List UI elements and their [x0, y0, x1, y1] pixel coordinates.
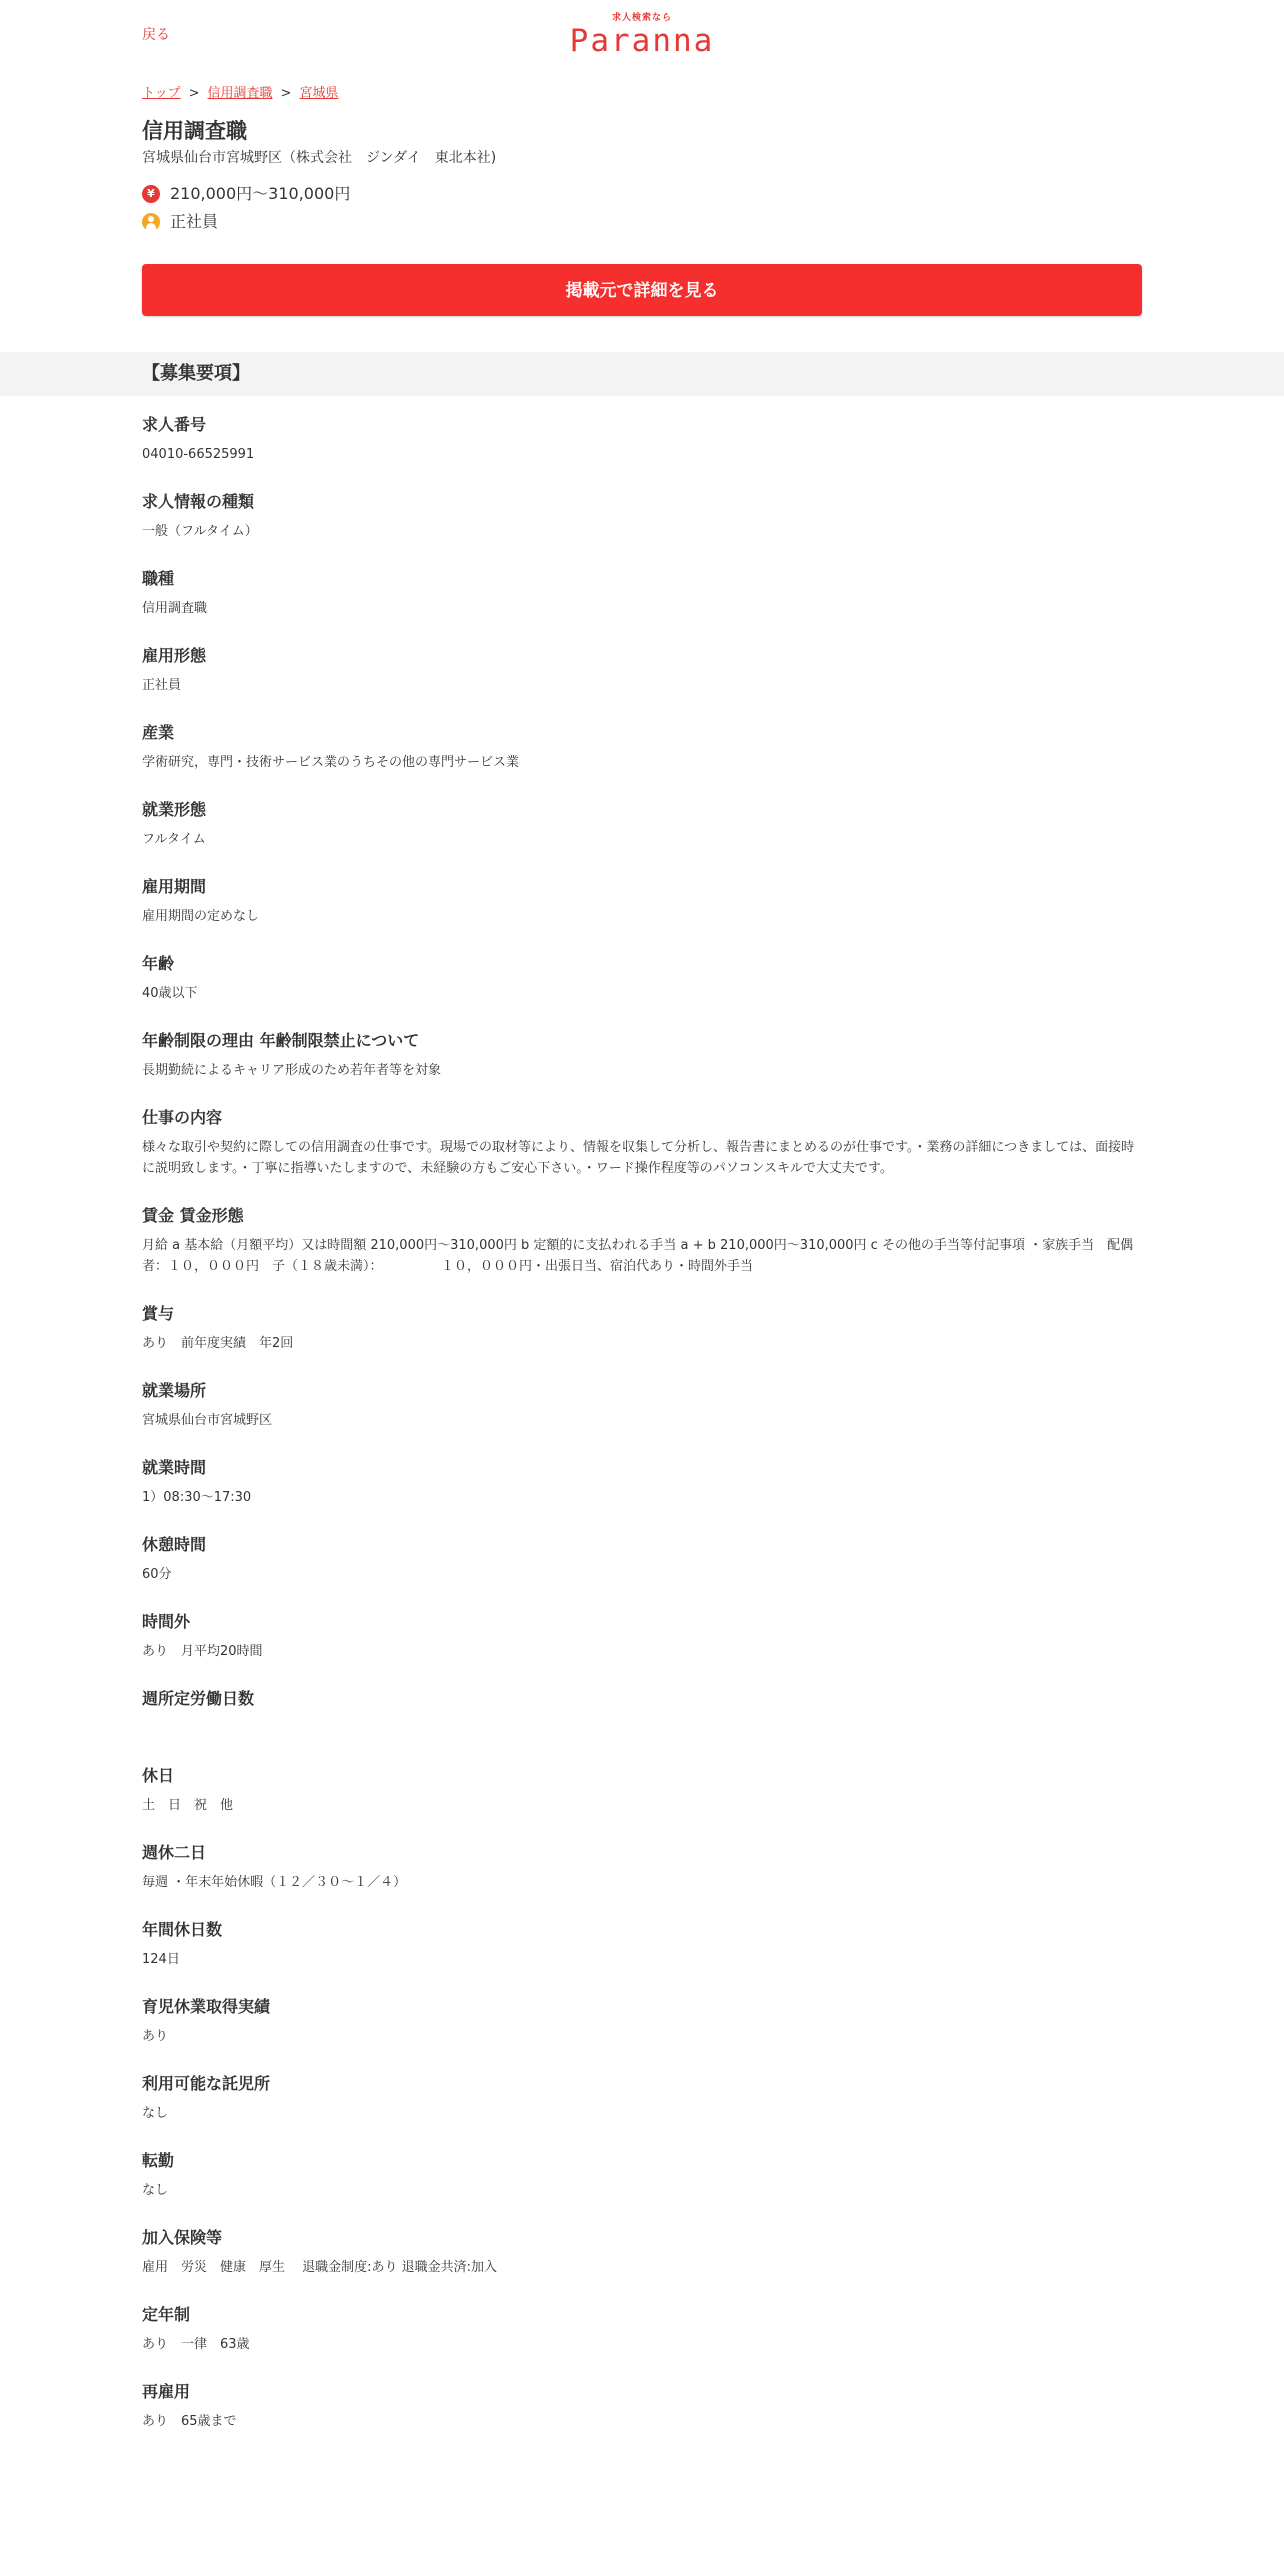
detail-field	[142, 1299, 1142, 1376]
detail-field	[142, 1376, 1142, 1453]
back-link[interactable]: 戻る	[142, 27, 170, 43]
detail-field	[142, 1453, 1142, 1530]
salary-value: 210,000円～310,000円	[170, 184, 351, 203]
detail-field	[142, 1915, 1142, 1992]
detail-field	[142, 1992, 1142, 2069]
detail-field	[142, 2069, 1142, 2146]
detail-value: 正社員	[142, 678, 182, 693]
detail-value: 124日	[142, 1952, 180, 1967]
detail-value: 様々な取引や契約に際しての信用調査の仕事です。現場での取材等により、情報を収集して分析し、報告書にまとめるのが仕事です。・業務の詳細につきましては、面接時に説明致します。・丁寧に指導いたしますので、未経験の方もご安心下さい。・ワード操作程度等のパソコンスキルで大丈夫です。	[142, 1140, 1135, 1176]
breadcrumb-separator: >	[280, 86, 292, 101]
detail-value: あり 月平均20時間	[142, 1644, 263, 1659]
detail-value: 雇用 労災 健康 厚生 退職金制度:あり 退職金共済:加入	[142, 2260, 498, 2275]
detail-label: 賃金 賃金形態	[142, 1206, 244, 1225]
detail-field	[142, 641, 1142, 718]
detail-label: 賞与	[142, 1304, 175, 1323]
detail-field	[142, 1761, 1142, 1838]
detail-label: 週休二日	[142, 1843, 207, 1862]
detail-value: 毎週 ・年末年始休暇（１２／３０～１／４）	[142, 1875, 407, 1890]
detail-field	[142, 1201, 1142, 1299]
breadcrumb-region[interactable]: 宮城県	[299, 86, 339, 101]
detail-value: 月給 a 基本給（月額平均）又は時間額 210,000円～310,000円 b 定額的に支払われる手当 a + b 210,000円～310,000円 c その他の手当等付記事項 ・家族手当 配偶者：１０，０００円 子（１８歳未満）： １０，０００円・出張日当、宿泊代あり・時間外手当	[142, 1238, 1134, 1274]
detail-value: あり 65歳まで	[142, 2414, 237, 2429]
logo-tagline: 求人検索なら	[611, 13, 672, 23]
view-source-button[interactable]: 掲載元で詳細を見る	[142, 264, 1142, 316]
detail-label: 育児休業取得実績	[142, 1997, 271, 2016]
detail-value: あり 前年度実績 年2回	[142, 1336, 294, 1351]
detail-value: 60分	[142, 1567, 172, 1582]
detail-field	[142, 1026, 1142, 1103]
detail-field	[142, 718, 1142, 795]
detail-value: あり	[142, 2029, 169, 2044]
detail-label: 産業	[142, 723, 175, 742]
breadcrumb-category[interactable]: 信用調査職	[207, 86, 273, 101]
detail-value: 一般（フルタイム）	[142, 524, 258, 539]
detail-value: 04010-66525991	[142, 447, 255, 462]
yen-icon: ¥	[142, 185, 160, 203]
detail-field	[142, 872, 1142, 949]
detail-field	[142, 2377, 1142, 2454]
detail-value: なし	[142, 2106, 169, 2121]
detail-field	[142, 2223, 1142, 2300]
detail-label: 休日	[142, 1766, 175, 1785]
detail-value: フルタイム	[142, 832, 206, 847]
logo-wordmark: Paranna	[569, 23, 715, 59]
detail-label: 就業時間	[142, 1458, 207, 1477]
detail-value: なし	[142, 2183, 169, 2198]
detail-label: 就業場所	[142, 1381, 207, 1400]
company-location: 宮城県仙台市宮城野区（株式会社 ジンダイ 東北本社)	[142, 150, 497, 166]
detail-label: 求人情報の種類	[142, 492, 255, 511]
detail-label: 休憩時間	[142, 1535, 207, 1554]
detail-label: 職種	[142, 569, 175, 588]
detail-value: 学術研究，専門・技術サービス業のうちその他の専門サービス業	[142, 755, 520, 770]
detail-label: 転勤	[142, 2151, 175, 2170]
detail-field	[142, 410, 1142, 487]
breadcrumb-top[interactable]: トップ	[142, 86, 181, 101]
detail-field	[142, 795, 1142, 872]
header	[142, 0, 1142, 66]
detail-label: 雇用期間	[142, 877, 207, 896]
paranna-logo[interactable]	[570, 12, 715, 58]
detail-field	[142, 564, 1142, 641]
detail-field	[142, 487, 1142, 564]
detail-field	[142, 1103, 1142, 1201]
job-summary	[142, 84, 1142, 316]
detail-label: 年齢制限の理由 年齢制限禁止について	[142, 1031, 420, 1050]
person-icon	[142, 213, 160, 231]
detail-value: 長期勤続によるキャリア形成のため若年者等を対象	[142, 1063, 442, 1078]
detail-value: 宮城県仙台市宮城野区	[142, 1413, 273, 1428]
job-details-list	[142, 396, 1142, 2454]
detail-label: 求人番号	[142, 415, 207, 434]
detail-value: 土 日 祝 他	[142, 1798, 234, 1813]
employment-row	[142, 210, 1142, 234]
detail-field	[142, 2146, 1142, 2223]
detail-label: 利用可能な託児所	[142, 2074, 271, 2093]
detail-value: 40歳以下	[142, 986, 198, 1001]
detail-label: 再雇用	[142, 2382, 191, 2401]
detail-label: 就業形態	[142, 800, 207, 819]
detail-value	[142, 1718, 1142, 1739]
detail-field	[142, 1684, 1142, 1761]
breadcrumb	[142, 84, 1142, 104]
detail-label: 週所定労働日数	[142, 1689, 255, 1708]
detail-field	[142, 1838, 1142, 1915]
detail-field	[142, 1607, 1142, 1684]
detail-value: 雇用期間の定めなし	[142, 909, 260, 924]
detail-label: 定年制	[142, 2305, 191, 2324]
detail-field	[142, 1530, 1142, 1607]
detail-value: 1）08:30～17:30	[142, 1490, 252, 1505]
detail-value: 信用調査職	[142, 601, 208, 616]
detail-field	[142, 949, 1142, 1026]
employment-value: 正社員	[170, 212, 219, 231]
detail-label: 雇用形態	[142, 646, 207, 665]
detail-label: 時間外	[142, 1612, 191, 1631]
detail-value: あり 一律 63歳	[142, 2337, 250, 2352]
section-header	[0, 352, 1284, 396]
salary-row	[142, 182, 1142, 206]
detail-label: 年齢	[142, 954, 175, 973]
breadcrumb-separator: >	[188, 86, 200, 101]
section-title: 【募集要項】	[142, 363, 250, 384]
detail-field	[142, 2300, 1142, 2377]
detail-label: 加入保険等	[142, 2228, 223, 2247]
page-title: 信用調査職	[142, 119, 247, 143]
detail-label: 仕事の内容	[142, 1108, 223, 1127]
detail-label: 年間休日数	[142, 1920, 223, 1939]
